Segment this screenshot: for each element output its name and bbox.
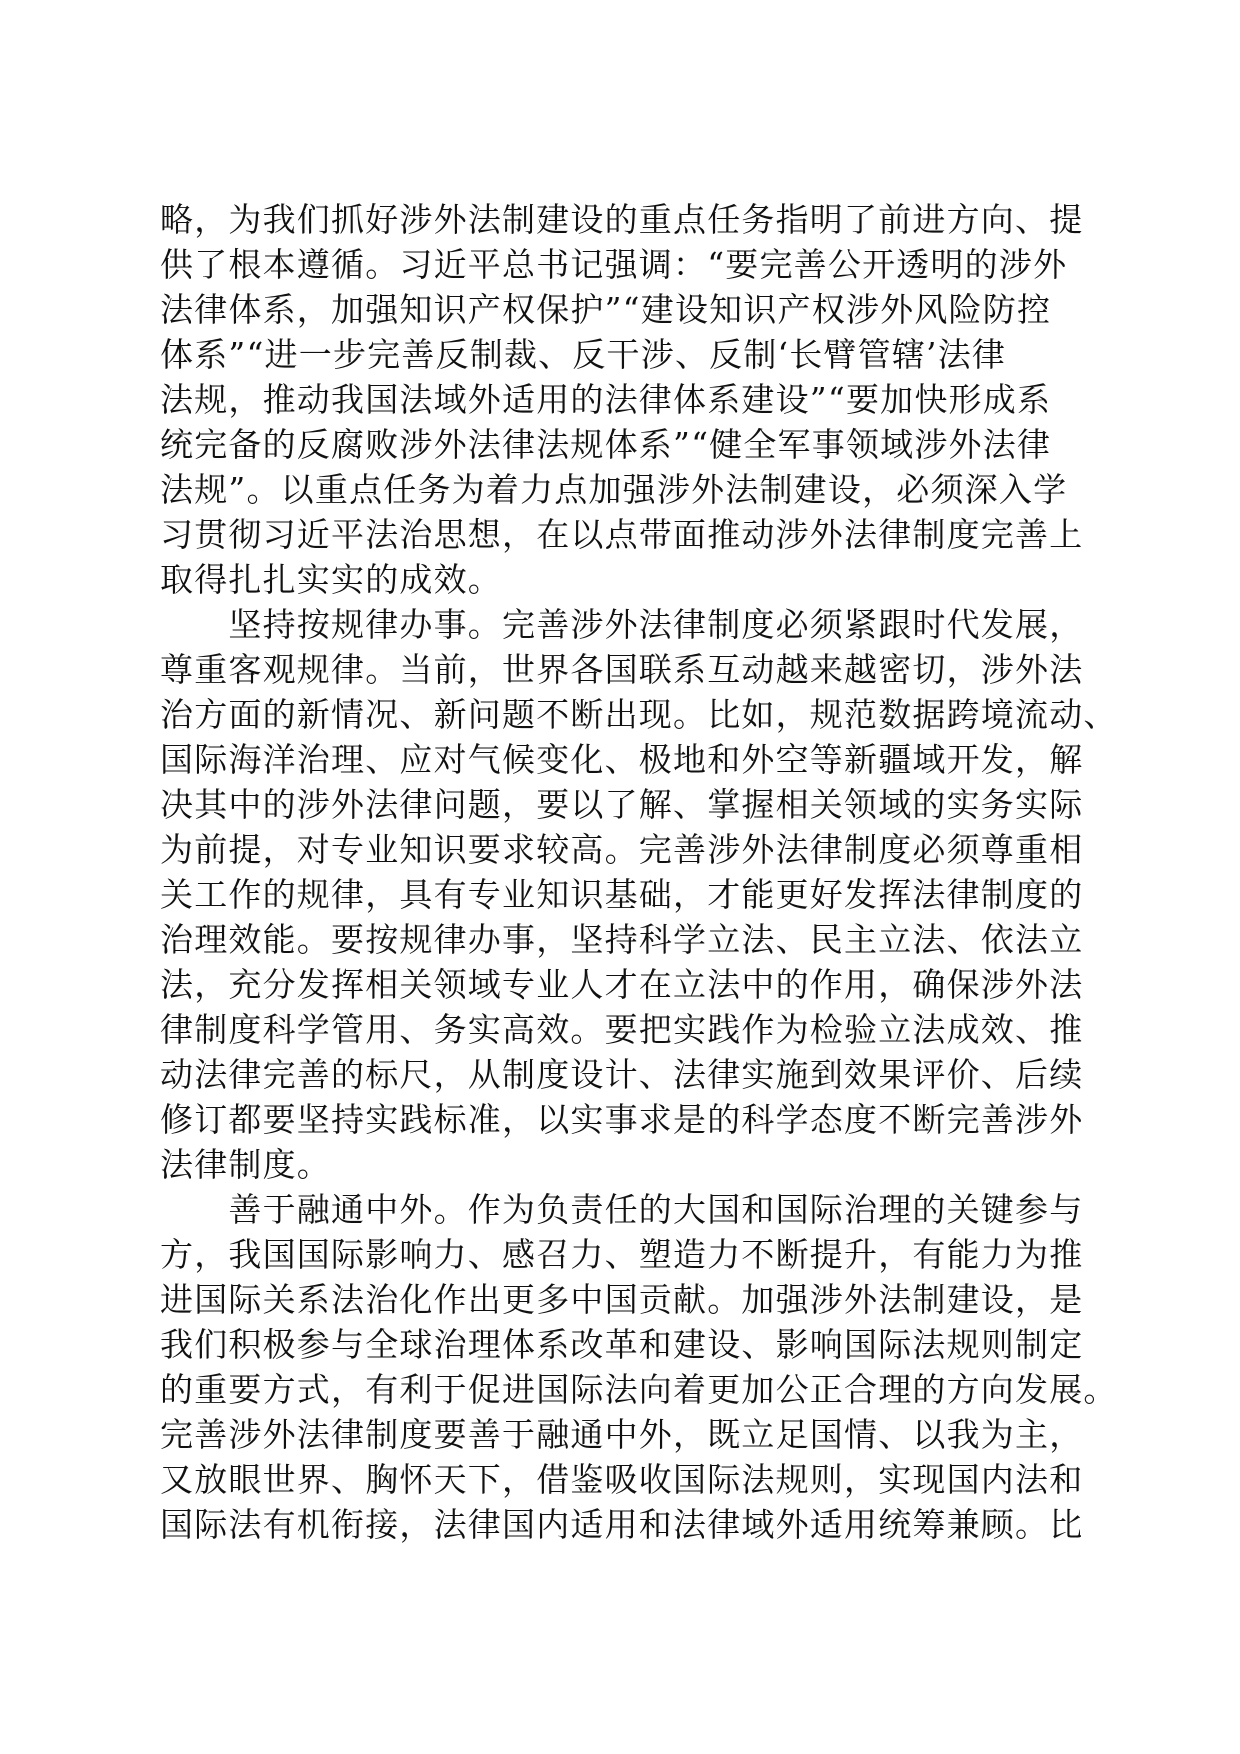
text-line: 方，我国国际影响力、感召力、塑造力不断提升，有能力为推 (160, 1235, 1084, 1274)
text-line: 供了根本遵循。习近平总书记强调：“要完善公开透明的涉外 (160, 245, 1068, 284)
text-line: 尊重客观规律。当前，世界各国联系互动越来越密切，涉外法 (160, 650, 1084, 689)
text-line: 决其中的涉外法律问题，要以了解、掌握相关领域的实务实际 (160, 785, 1084, 824)
text-line: 取得扎扎实实的成效。 (160, 560, 502, 599)
text-line: 又放眼世界、胸怀天下，借鉴吸收国际法规则，实现国内法和 (160, 1460, 1084, 1499)
text-line: 略，为我们抓好涉外法制建设的重点任务指明了前进方向、提 (160, 200, 1084, 239)
text-line: 法规，推动我国法域外适用的法律体系建设”“要加快形成系 (160, 380, 1052, 419)
paragraph-start-line: 善于融通中外。作为负责任的大国和国际治理的关键参与 (160, 1190, 1084, 1229)
text-line: 为前提，对专业知识要求较高。完善涉外法律制度必须尊重相 (160, 830, 1084, 869)
text-line: 统完备的反腐败涉外法律法规体系”“健全军事领域涉外法律 (160, 425, 1052, 464)
text-line: 动法律完善的标尺，从制度设计、法律实施到效果评价、后续 (160, 1055, 1084, 1094)
text-line: 法，充分发挥相关领域专业人才在立法中的作用，确保涉外法 (160, 965, 1084, 1004)
text-line: 我们积极参与全球治理体系改革和建设、影响国际法规则制定 (160, 1325, 1084, 1364)
text-line: 国际法有机衔接，法律国内适用和法律域外适用统筹兼顾。比 (160, 1505, 1084, 1544)
body-text (160, 197, 1118, 1547)
text-line: 治方面的新情况、新问题不断出现。比如，规范数据跨境流动、 (160, 695, 1118, 734)
text-line: 治理效能。要按规律办事，坚持科学立法、民主立法、依法立 (160, 920, 1084, 959)
text-line: 法律体系，加强知识产权保护”“建设知识产权涉外风险防控 (160, 290, 1052, 329)
text-line: 关工作的规律，具有专业知识基础，才能更好发挥法律制度的 (160, 875, 1084, 914)
text-line: 习贯彻习近平法治思想，在以点带面推动涉外法律制度完善上 (160, 515, 1084, 554)
text-line: 法律制度。 (160, 1145, 331, 1184)
paragraph-start-line: 坚持按规律办事。完善涉外法律制度必须紧跟时代发展， (160, 605, 1084, 644)
text-line: 完善涉外法律制度要善于融通中外，既立足国情、以我为主， (160, 1415, 1084, 1454)
text-line: 修订都要坚持实践标准，以实事求是的科学态度不断完善涉外 (160, 1100, 1084, 1139)
text-line: 体系”“进一步完善反制裁、反干涉、反制‘长臂管辖’法律 (160, 335, 1007, 374)
text-line: 律制度科学管用、务实高效。要把实践作为检验立法成效、推 (160, 1010, 1084, 1049)
text-line: 国际海洋治理、应对气候变化、极地和外空等新疆域开发，解 (160, 740, 1084, 779)
text-line: 法规”。以重点任务为着力点加强涉外法制建设，必须深入学 (160, 470, 1068, 509)
text-line: 进国际关系法治化作出更多中国贡献。加强涉外法制建设，是 (160, 1280, 1084, 1319)
text-line: 的重要方式，有利于促进国际法向着更加公正合理的方向发展。 (160, 1370, 1118, 1409)
